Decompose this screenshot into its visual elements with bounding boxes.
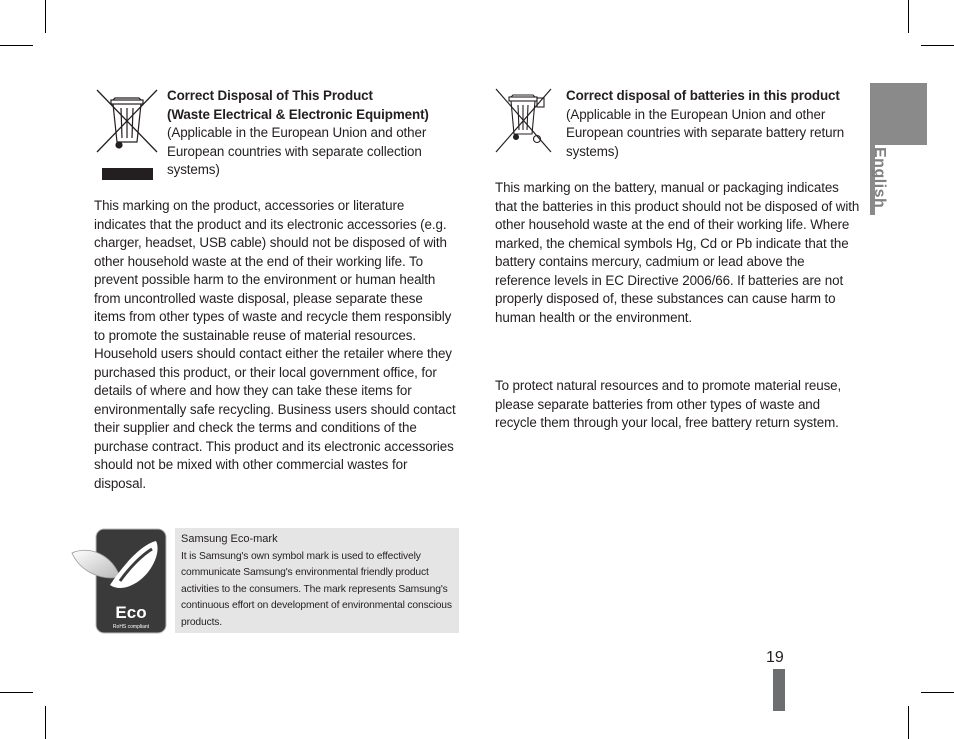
crop-mark xyxy=(921,45,954,46)
batteries-note: (Applicable in the European Union and other European countries with separate battery return systems) xyxy=(566,106,845,159)
weee-paragraph: This marking on the product, accessories or literature indicates that the product and its electronic accessories (e.g. charger, headset, USB cable) should not be disposed of with other household waste at the end of their working life. To prevent possible harm to the environment or human health from uncontrolled waste disposal, please separate these items from other types of waste and recycle them responsibly to promote the sustainable reuse of material resources. Household users should contact either the retailer where they purchased this product, or their local government office, for details of where and how they can take these items for environmentally safe recycling. Business users should contact their supplier and check the terms and conditions of the purchase contract. This product and its electronic accessories should not be mixed with other commercial wastes for disposal. xyxy=(94,198,456,491)
weee-body xyxy=(94,197,456,493)
weee-title: Correct Disposal of This Product xyxy=(167,88,373,103)
batteries-paragraph-2: To protect natural resources and to promote material reuse, please separate batteries from other types of waste and recycle them through your local, free battery return system. xyxy=(495,378,842,431)
eco-logo-subtext: RoHS compliant xyxy=(112,624,150,630)
page-number-bar xyxy=(773,669,785,711)
page-number: 19 xyxy=(766,649,784,666)
samsung-eco-mark-logo xyxy=(70,527,170,635)
eco-mark-info-box xyxy=(175,528,459,633)
batteries-body xyxy=(495,179,860,327)
crop-mark xyxy=(0,692,33,693)
crop-mark xyxy=(45,706,46,739)
batteries-paragraph-1: This marking on the battery, manual or packaging indicates that the batteries in this product should not be disposed of with other household waste at the end of their working life. Where marked, the chemical symbols Hg, Cd or Pb indicate that the battery contains mercury, cadmium or lead above the reference levels in EC Directive 2006/66. If batteries are not properly disposed of, these substances can cause harm to human health or the environment. xyxy=(495,180,860,325)
crop-mark xyxy=(908,706,909,739)
batteries-heading xyxy=(566,87,866,161)
weee-heading xyxy=(167,87,457,180)
batteries-title: Correct disposal of batteries in this product xyxy=(566,88,840,103)
eco-description: It is Samsung's own symbol mark is used to effectively communicate Samsung's environmental friendly product activities to the consumers. The mark represents Samsung's continuous effort on development of environmental conscious products. xyxy=(181,551,452,628)
crop-mark xyxy=(908,0,909,33)
crop-mark xyxy=(45,0,46,33)
language-tab-label: English xyxy=(871,147,888,209)
crossed-out-wheelie-bin-icon xyxy=(95,88,159,182)
crop-mark xyxy=(0,45,33,46)
batteries-body-2 xyxy=(495,364,860,446)
eco-title: Samsung Eco-mark xyxy=(181,533,278,545)
language-tab-block xyxy=(870,83,927,145)
weee-note: (Applicable in the European Union and other European countries with separate collection systems) xyxy=(167,125,427,177)
crop-mark xyxy=(921,692,954,693)
crossed-out-battery-bin-icon xyxy=(495,88,553,154)
eco-logo-text: Eco xyxy=(115,603,147,622)
weee-subtitle: (Waste Electrical & Electronic Equipment) xyxy=(167,106,429,122)
